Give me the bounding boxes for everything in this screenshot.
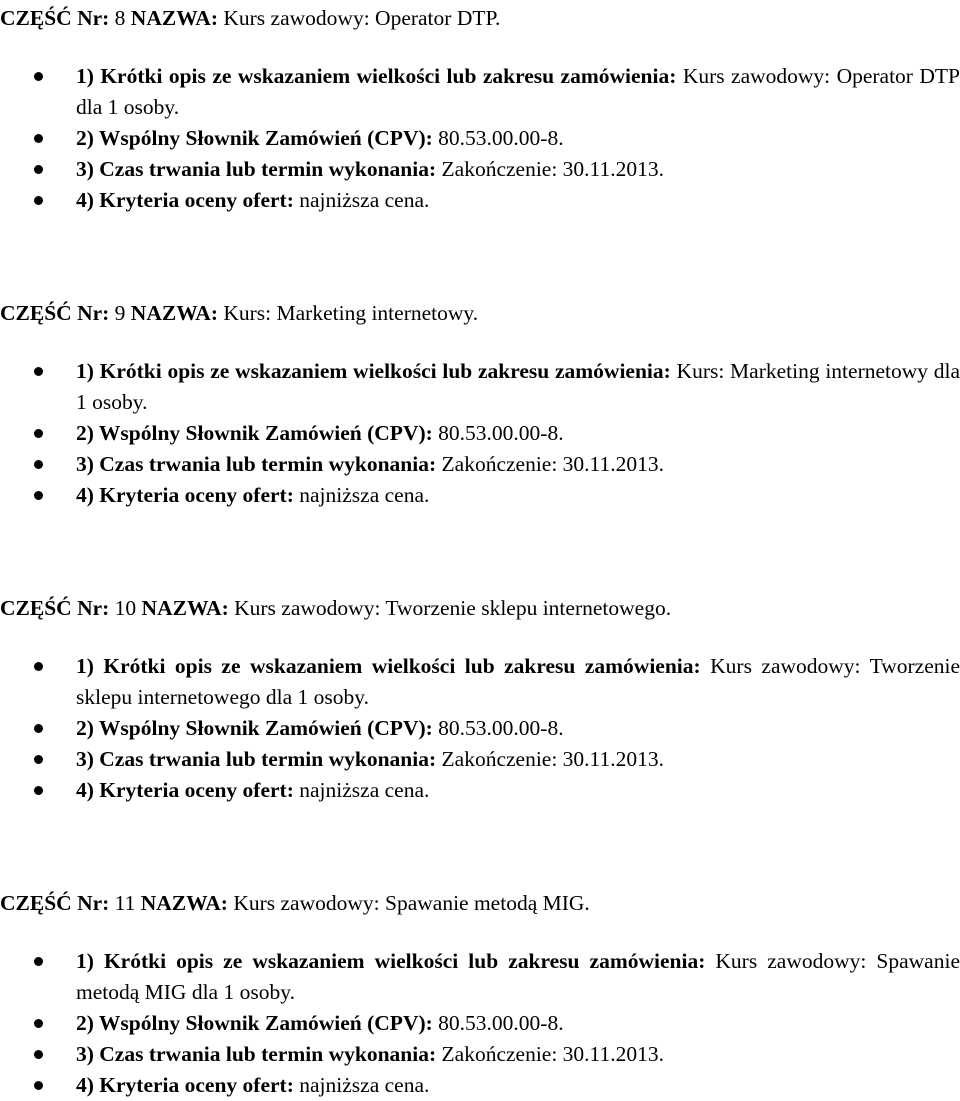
part-label: CZĘŚĆ Nr: — [0, 301, 110, 325]
item-value: 80.53.00.00-8. — [438, 126, 564, 150]
item-label: 4) Kryteria oceny ofert: — [76, 483, 294, 507]
criteria-list — [0, 651, 960, 806]
item-value: najniższa cena. — [299, 483, 430, 507]
list-item-description — [0, 651, 960, 713]
part-number: 9 — [114, 301, 126, 325]
bullet-icon — [34, 196, 43, 205]
item-label: 2) Wspólny Słownik Zamówień (CPV): — [76, 421, 433, 445]
name-label: NAZWA: — [140, 891, 228, 915]
item-value: Zakończenie: 30.11.2013. — [441, 452, 665, 476]
part-name: Kurs zawodowy: Spawanie metodą MIG. — [233, 891, 590, 915]
part-number: 11 — [114, 891, 136, 915]
bullet-icon — [34, 786, 43, 795]
name-label: NAZWA: — [141, 596, 229, 620]
list-item-deadline — [0, 449, 960, 480]
list-item-description — [0, 61, 960, 123]
item-value: najniższa cena. — [299, 778, 430, 802]
item-label: 4) Kryteria oceny ofert: — [76, 778, 294, 802]
list-item-deadline — [0, 1039, 960, 1070]
item-label: 1) Krótki opis ze wskazaniem wielkości lub zakresu zamówienia: — [76, 654, 701, 678]
list-item-description — [0, 356, 960, 418]
bullet-icon — [34, 429, 43, 438]
list-item-cpv — [0, 713, 960, 744]
item-value: Kurs zawodowy: Tworzenie sklepu internetowego dla 1 osoby. — [76, 654, 960, 709]
part-label: CZĘŚĆ Nr: — [0, 596, 110, 620]
part-number: 8 — [114, 6, 126, 30]
item-value: 80.53.00.00-8. — [438, 421, 564, 445]
list-item-criteria — [0, 480, 960, 511]
list-item-cpv — [0, 418, 960, 449]
list-item-description — [0, 946, 960, 1008]
section-heading — [0, 3, 500, 33]
item-value: Zakończenie: 30.11.2013. — [441, 157, 665, 181]
section-heading — [0, 298, 478, 328]
list-item-deadline — [0, 744, 960, 775]
item-label: 2) Wspólny Słownik Zamówień (CPV): — [76, 716, 433, 740]
bullet-icon — [34, 491, 43, 500]
bullet-icon — [34, 957, 43, 966]
criteria-list — [0, 356, 960, 511]
item-label: 1) Krótki opis ze wskazaniem wielkości lub zakresu zamówienia: — [76, 949, 706, 973]
item-label: 3) Czas trwania lub termin wykonania: — [76, 1042, 437, 1066]
part-number: 10 — [114, 596, 137, 620]
list-item-criteria — [0, 775, 960, 806]
item-label: 3) Czas trwania lub termin wykonania: — [76, 747, 437, 771]
list-item-cpv — [0, 123, 960, 154]
bullet-icon — [34, 165, 43, 174]
item-label: 4) Kryteria oceny ofert: — [76, 1073, 294, 1097]
item-value: 80.53.00.00-8. — [438, 716, 564, 740]
item-label: 4) Kryteria oceny ofert: — [76, 188, 294, 212]
criteria-list — [0, 946, 960, 1101]
bullet-icon — [34, 662, 43, 671]
item-label: 3) Czas trwania lub termin wykonania: — [76, 452, 437, 476]
part-label: CZĘŚĆ Nr: — [0, 6, 110, 30]
item-label: 2) Wspólny Słownik Zamówień (CPV): — [76, 126, 433, 150]
part-name: Kurs zawodowy: Operator DTP. — [223, 6, 501, 30]
bullet-icon — [34, 1019, 43, 1028]
bullet-icon — [34, 367, 43, 376]
section-heading — [0, 888, 590, 918]
item-value: Kurs: Marketing internetowy dla 1 osoby. — [76, 359, 960, 414]
item-value: Zakończenie: 30.11.2013. — [441, 1042, 665, 1066]
item-value: 80.53.00.00-8. — [438, 1011, 564, 1035]
list-item-criteria — [0, 1070, 960, 1101]
part-label: CZĘŚĆ Nr: — [0, 891, 110, 915]
item-value: Kurs zawodowy: Operator DTP dla 1 osoby. — [76, 64, 960, 119]
item-value: Zakończenie: 30.11.2013. — [441, 747, 665, 771]
section-heading — [0, 593, 671, 623]
item-label: 1) Krótki opis ze wskazaniem wielkości lub zakresu zamówienia: — [76, 64, 677, 88]
item-label: 2) Wspólny Słownik Zamówień (CPV): — [76, 1011, 433, 1035]
part-name: Kurs: Marketing internetowy. — [223, 301, 479, 325]
criteria-list — [0, 61, 960, 216]
name-label: NAZWA: — [130, 301, 218, 325]
name-label: NAZWA: — [130, 6, 218, 30]
item-label: 1) Krótki opis ze wskazaniem wielkości lub zakresu zamówienia: — [76, 359, 671, 383]
bullet-icon — [34, 1050, 43, 1059]
list-item-deadline — [0, 154, 960, 185]
bullet-icon — [34, 134, 43, 143]
bullet-icon — [34, 755, 43, 764]
item-value: najniższa cena. — [299, 188, 430, 212]
item-label: 3) Czas trwania lub termin wykonania: — [76, 157, 437, 181]
item-value: Kurs zawodowy: Spawanie metodą MIG dla 1 osoby. — [76, 949, 960, 1004]
list-item-criteria — [0, 185, 960, 216]
item-value: najniższa cena. — [299, 1073, 430, 1097]
bullet-icon — [34, 460, 43, 469]
part-name: Kurs zawodowy: Tworzenie sklepu internetowego. — [234, 596, 672, 620]
list-item-cpv — [0, 1008, 960, 1039]
bullet-icon — [34, 724, 43, 733]
bullet-icon — [34, 1081, 43, 1090]
bullet-icon — [34, 72, 43, 81]
